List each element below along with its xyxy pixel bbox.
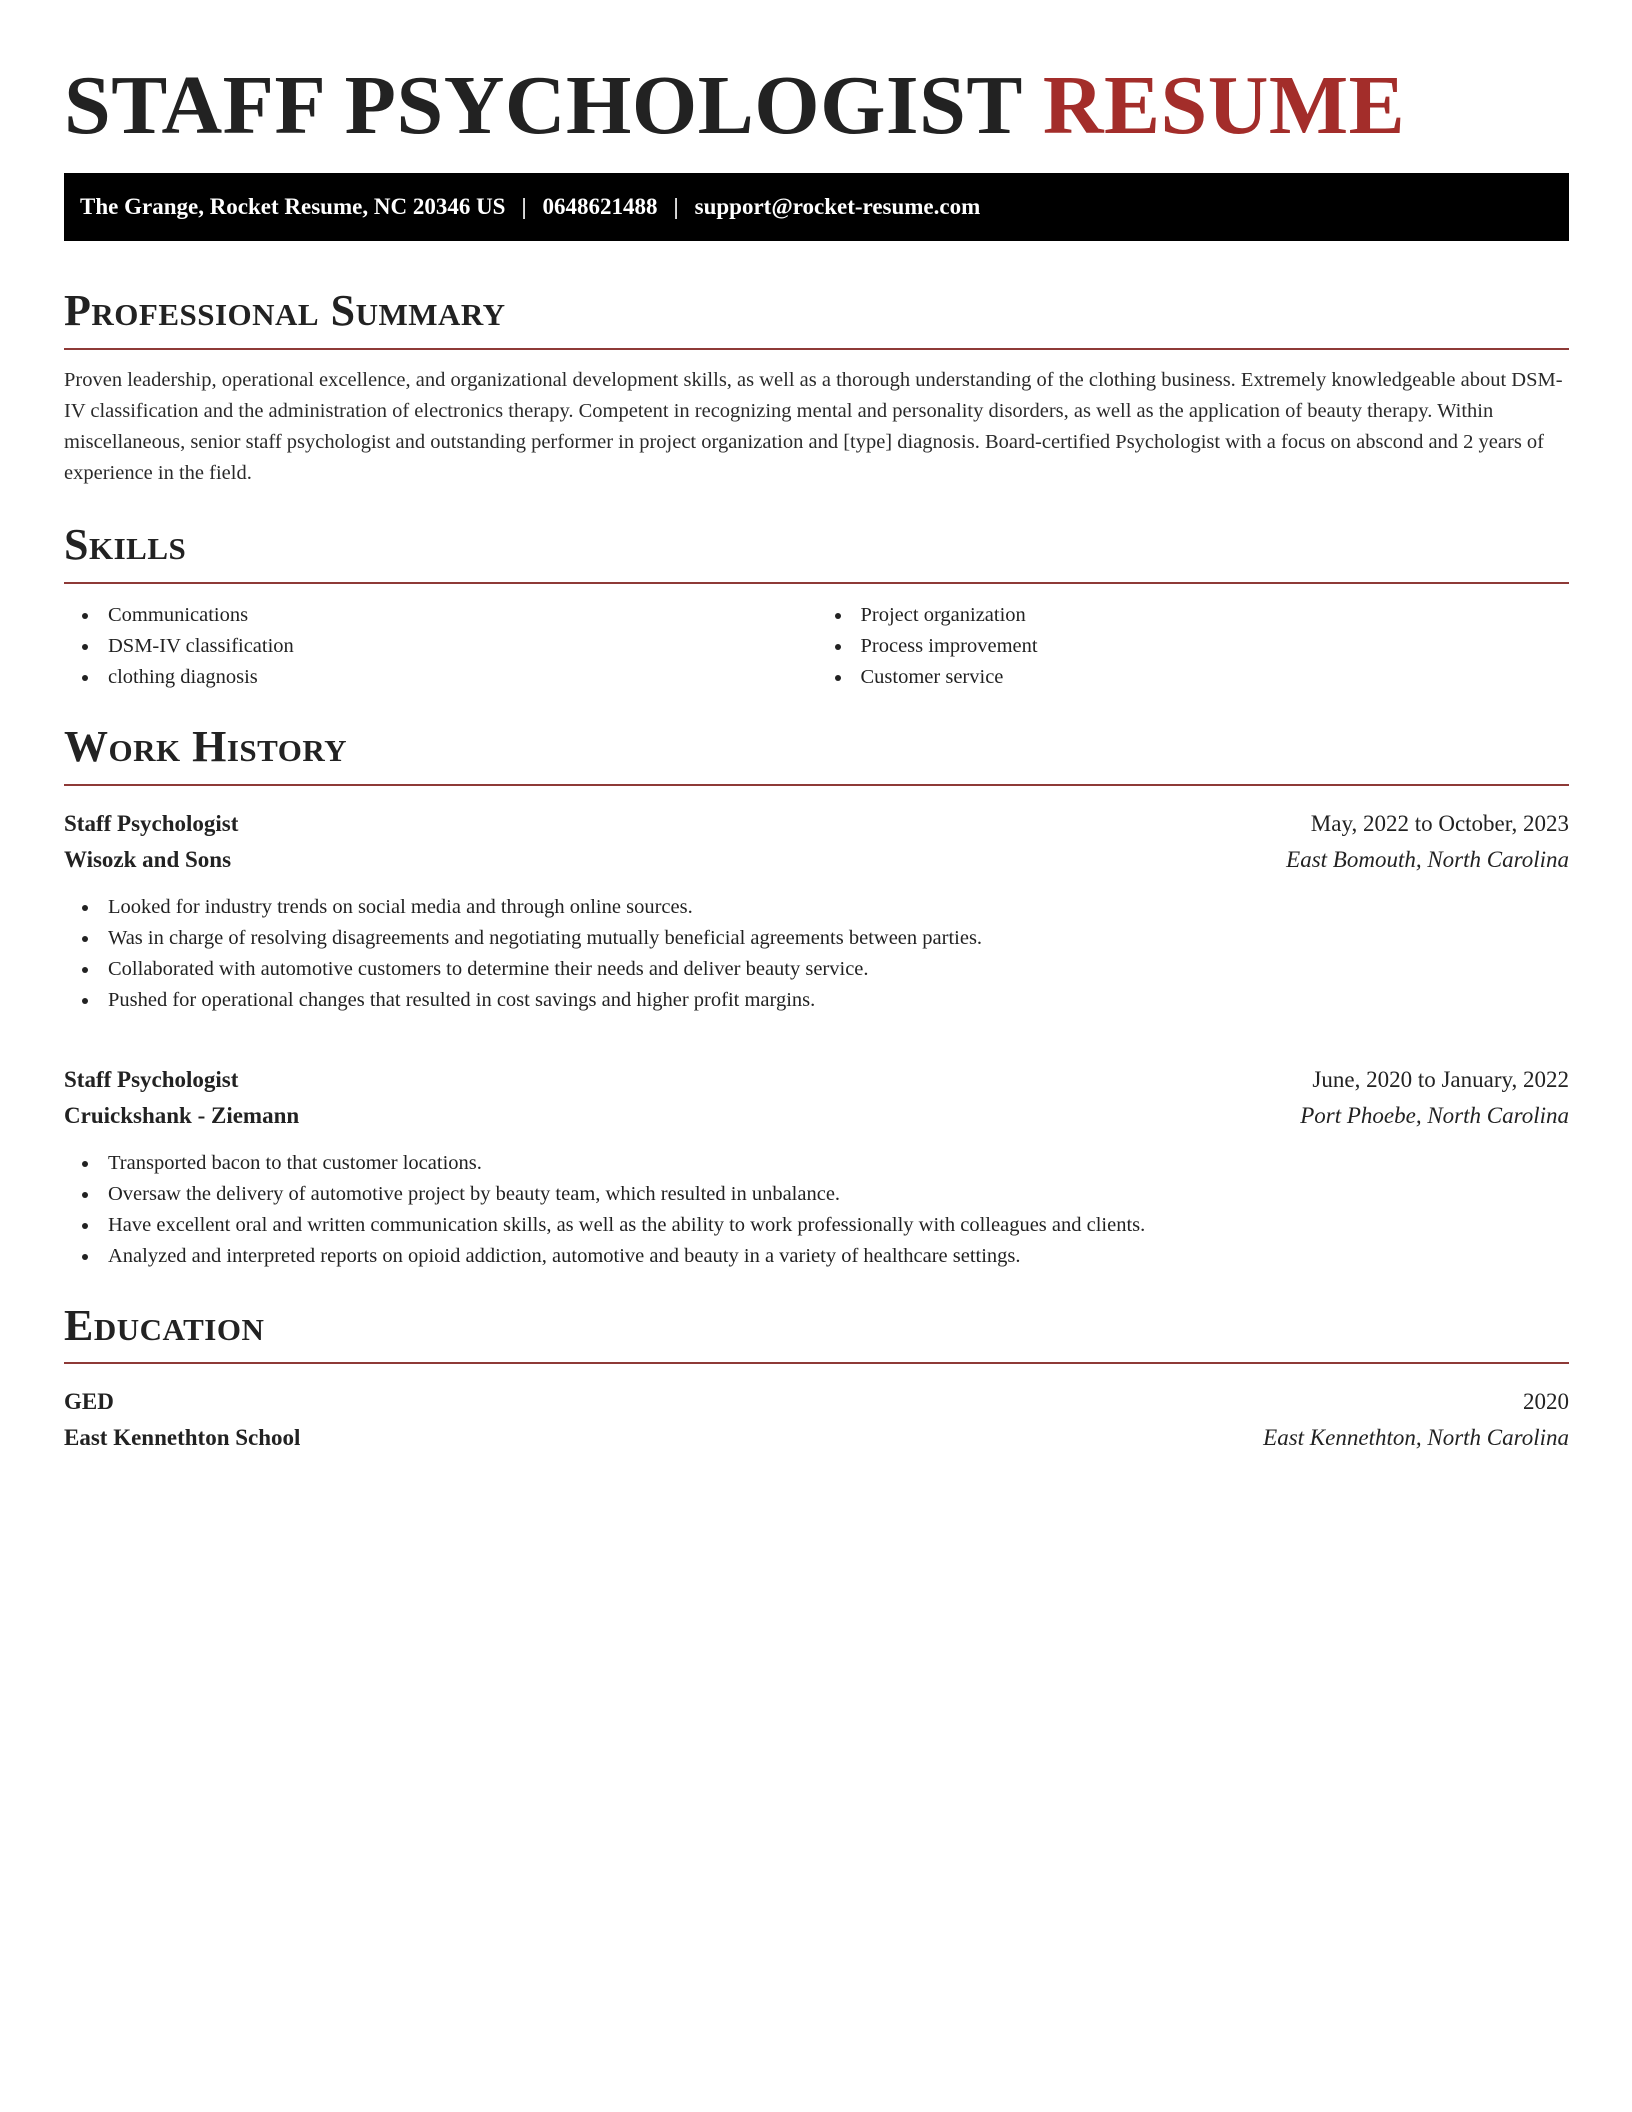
section-heading-education: Education xyxy=(64,1300,1569,1365)
job-title: Staff Psychologist xyxy=(64,1066,239,1092)
skills-columns xyxy=(64,600,1569,693)
job-title: Staff Psychologist xyxy=(64,810,239,836)
job-bullet: Looked for industry trends on social media and through online sources. xyxy=(64,892,1569,923)
skill-item: DSM-IV classification xyxy=(64,631,817,662)
contact-email: support@rocket-resume.com xyxy=(694,194,981,220)
job-bullets xyxy=(64,892,1569,1016)
job-bullet: Transported bacon to that customer locations. xyxy=(64,1148,1569,1179)
skill-item: Customer service xyxy=(817,662,1570,693)
title-main: STAFF PSYCHOLOGIST xyxy=(64,59,1022,152)
section-heading-summary: Professional Summary xyxy=(64,285,1569,350)
skill-item: Project organization xyxy=(817,600,1570,631)
skills-section xyxy=(64,519,1569,693)
job-bullet: Collaborated with automotive customers to determine their needs and deliver beauty service. xyxy=(64,954,1569,985)
skills-right-column xyxy=(817,600,1570,693)
resume-page xyxy=(64,0,1569,1456)
education-school-row xyxy=(64,1420,1569,1456)
resume-title xyxy=(64,56,1569,155)
education-year: 2020 xyxy=(1523,1389,1569,1415)
education-school: East Kennethton School xyxy=(64,1425,301,1451)
work-history-section xyxy=(64,721,1569,1272)
job-entry xyxy=(64,1062,1569,1272)
job-company-row xyxy=(64,1098,1569,1134)
contact-bar xyxy=(64,173,1569,241)
contact-address: The Grange, Rocket Resume, NC 20346 US xyxy=(80,194,506,220)
job-bullet: Analyzed and interpreted reports on opioid addiction, automotive and beauty in a variety of healthcare settings. xyxy=(64,1241,1569,1272)
skill-item: Process improvement xyxy=(817,631,1570,662)
section-heading-work: Work History xyxy=(64,721,1569,786)
job-company-row xyxy=(64,842,1569,878)
job-entry xyxy=(64,806,1569,1016)
job-bullet: Was in charge of resolving disagreements and negotiating mutually beneficial agreements between parties. xyxy=(64,923,1569,954)
job-bullets xyxy=(64,1148,1569,1272)
job-location: Port Phoebe, North Carolina xyxy=(1300,1102,1569,1128)
skill-item: clothing diagnosis xyxy=(64,662,817,693)
skills-left-column xyxy=(64,600,817,693)
job-location: East Bomouth, North Carolina xyxy=(1286,846,1569,872)
job-bullet: Oversaw the delivery of automotive project by beauty team, which resulted in unbalance. xyxy=(64,1179,1569,1210)
section-heading-skills: Skills xyxy=(64,519,1569,584)
education-section xyxy=(64,1300,1569,1457)
job-bullet: Pushed for operational changes that resulted in cost savings and higher profit margins. xyxy=(64,985,1569,1016)
summary-text: Proven leadership, operational excellence, and organizational development skills, as well as a thorough understanding of the clothing business. Extremely knowledgeable about DSM-IV classification and the administration of electronics therapy. Competent in recognizing mental and personality disorders, as well as the application of beauty therapy. Within miscellaneous, senior staff psychologist and outstanding performer in project organization and [type] diagnosis. Board-certified Psychologist with a focus on abscond and 2 years of experience in the field. xyxy=(64,368,1563,484)
job-company: Cruickshank - Ziemann xyxy=(64,1102,300,1128)
job-header-row xyxy=(64,806,1569,842)
job-bullet: Have excellent oral and written communication skills, as well as the ability to work professionally with colleagues and clients. xyxy=(64,1210,1569,1241)
title-accent: RESUME xyxy=(1042,59,1406,152)
education-location: East Kennethton, North Carolina xyxy=(1263,1425,1569,1451)
education-degree: GED xyxy=(64,1389,114,1415)
professional-summary-section xyxy=(64,285,1569,489)
job-dates: May, 2022 to October, 2023 xyxy=(1310,810,1569,836)
job-company: Wisozk and Sons xyxy=(64,846,232,872)
contact-separator: | xyxy=(521,194,527,220)
skill-item: Communications xyxy=(64,600,817,631)
contact-phone: 0648621488 xyxy=(542,194,658,220)
job-dates: June, 2020 to January, 2022 xyxy=(1312,1066,1569,1092)
job-header-row xyxy=(64,1062,1569,1098)
contact-separator: | xyxy=(673,194,679,220)
education-header-row xyxy=(64,1384,1569,1420)
education-entry xyxy=(64,1384,1569,1456)
